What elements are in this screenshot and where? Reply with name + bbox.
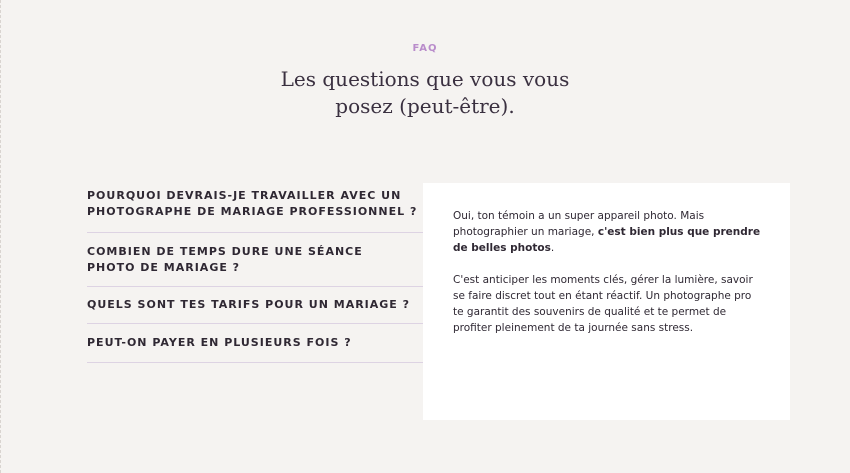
faq-answer-panel: [423, 183, 790, 420]
faq-question-professional-photographer[interactable]: [87, 180, 423, 233]
faq-question-pricing[interactable]: [87, 287, 423, 324]
faq-question-label: PHOTOGRAPHE DE MARIAGE PROFESSIONNEL ?: [87, 205, 418, 218]
faq-list: [87, 180, 423, 363]
section-title-line2: posez (peut-être).: [335, 94, 515, 118]
answer-text-end: .: [550, 242, 555, 254]
faq-question-label: PEUT-ON PAYER EN PLUSIEURS FOIS ?: [87, 336, 352, 349]
answer-paragraph-2: C'est anticiper les moments clés, gérer la lumière, savoir se faire discret tout en étant réactif. Un photographe pro te garantit des souvenirs de qualité et te permet de profiter pleinement de ta journée sans stress.: [453, 274, 753, 334]
faq-answer-text: [453, 208, 763, 352]
faq-question-session-duration[interactable]: [87, 233, 423, 287]
section-title: [0, 66, 850, 120]
answer-emphasis: c'est bien plus que prendre de belles photos: [453, 226, 761, 254]
section-eyebrow: FAQ: [412, 43, 438, 54]
faq-question-installments[interactable]: [87, 324, 423, 363]
section-title-line1: Les questions que vous vous: [280, 67, 570, 91]
faq-question-label: POURQUOI DEVRAIS-JE TRAVAILLER AVEC UN: [87, 189, 402, 202]
faq-question-label: QUELS SONT TES TARIFS POUR UN MARIAGE ?: [87, 298, 411, 311]
faq-question-label: PHOTO DE MARIAGE ?: [87, 261, 241, 274]
answer-paragraph-1: [453, 208, 763, 256]
answer-text: Oui, ton témoin a un super appareil photo. Mais photographier un mariage,: [453, 210, 705, 238]
faq-question-label: COMBIEN DE TEMPS DURE UNE SÉANCE: [87, 245, 363, 258]
